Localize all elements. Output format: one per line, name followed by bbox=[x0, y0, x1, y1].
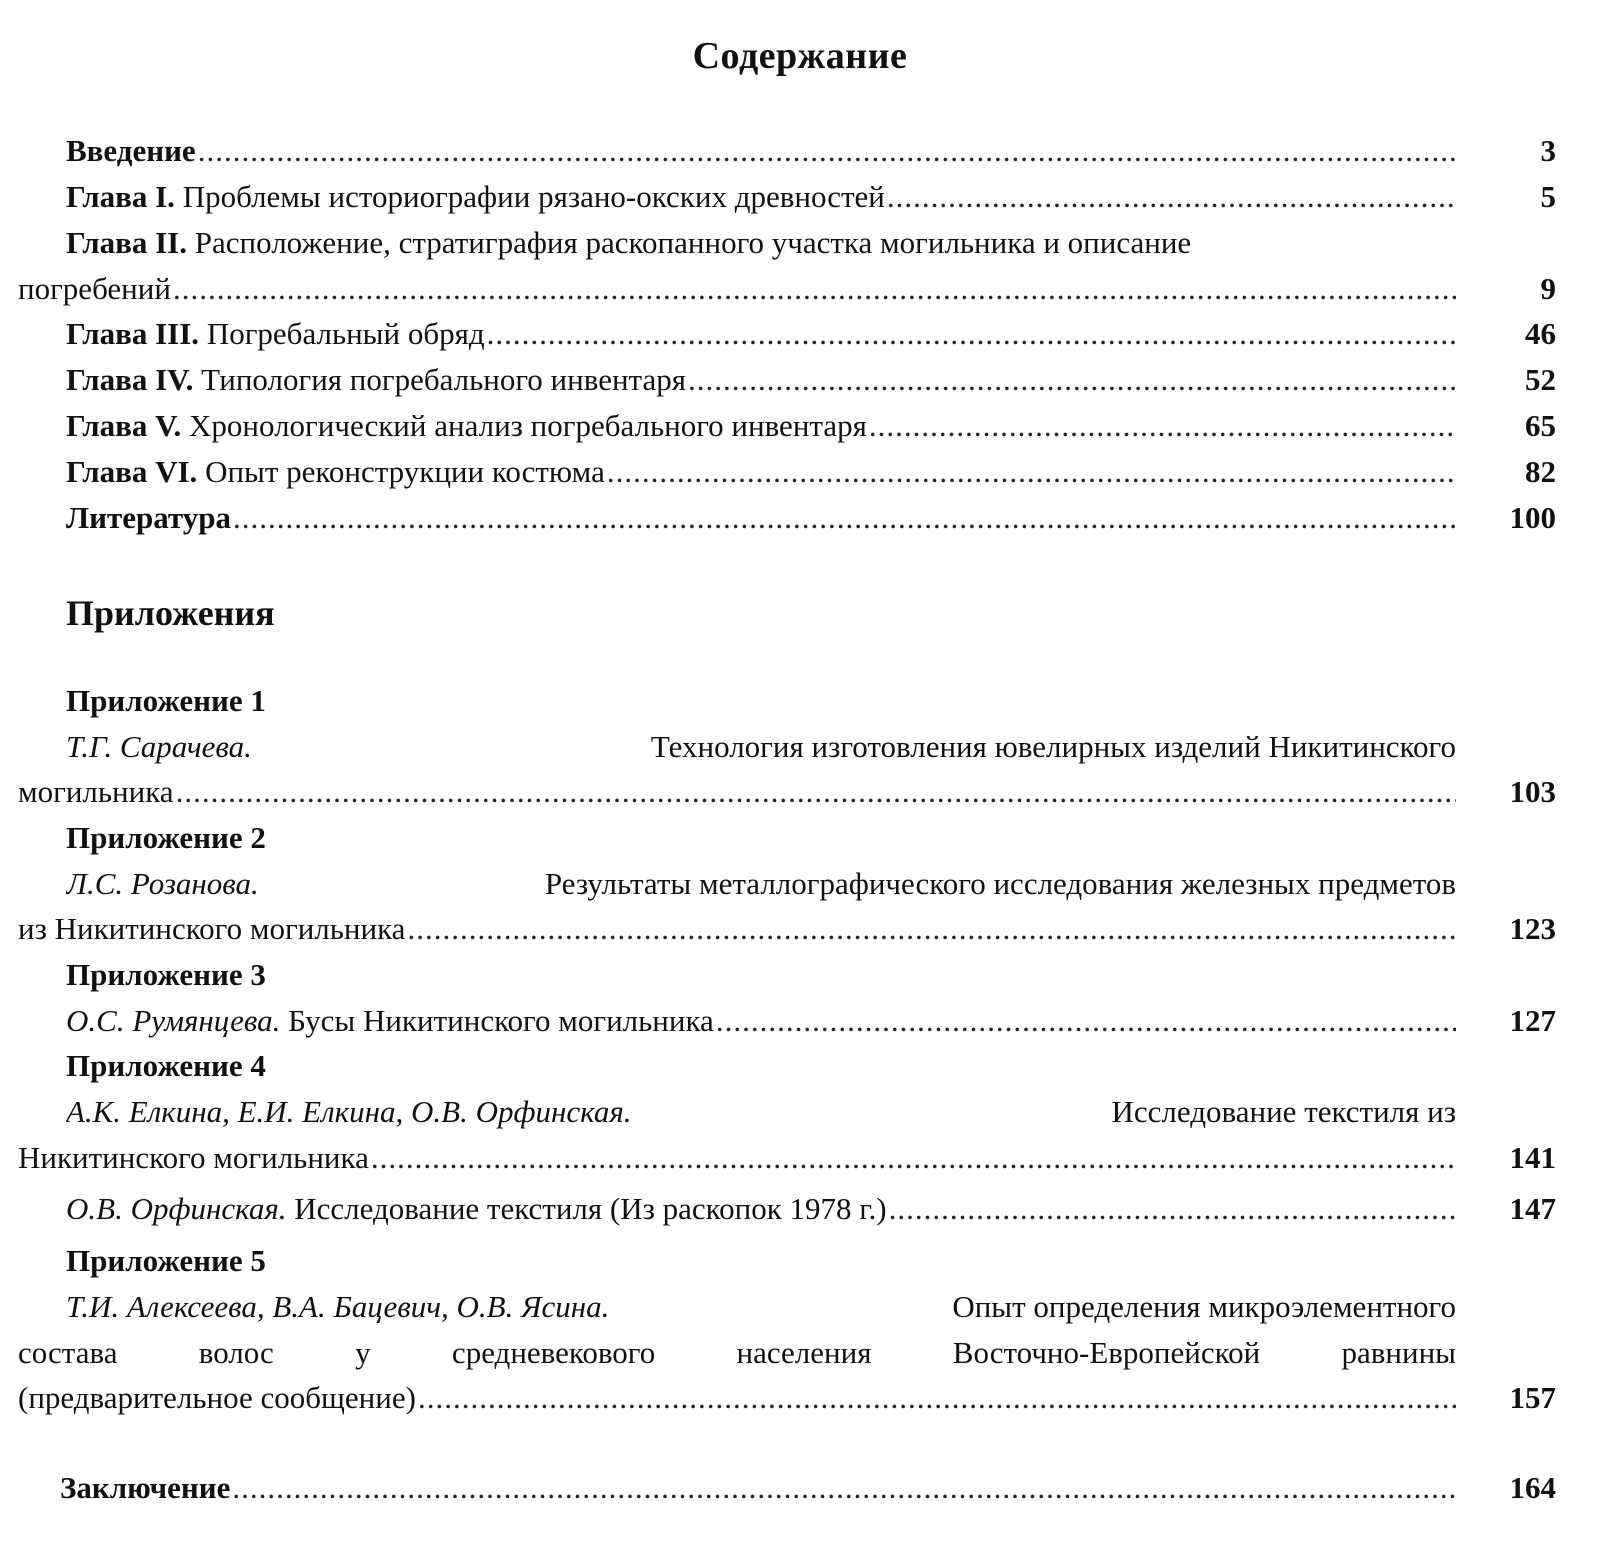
toc-page-number: 9 bbox=[1540, 271, 1556, 306]
appendix-text: (предварительное сообщение) bbox=[18, 1380, 416, 1415]
toc-page-number: 100 bbox=[1509, 500, 1556, 535]
toc-label: Литература bbox=[66, 500, 231, 535]
leader-dots bbox=[407, 908, 1456, 950]
toc-text: Погребальный обряд bbox=[199, 316, 485, 351]
toc-label: Глава V. bbox=[66, 408, 182, 443]
toc-label: Глава I. bbox=[66, 179, 175, 214]
leader-dots bbox=[418, 1377, 1456, 1419]
appendix-3-entry[interactable] bbox=[66, 1000, 1456, 1042]
appendix-heading-3: Приложение 3 bbox=[66, 957, 266, 992]
leader-dots bbox=[176, 771, 1456, 813]
leader-dots bbox=[688, 359, 1456, 401]
toc-label: Глава VI. bbox=[66, 454, 198, 489]
appendix-author: Т.И. Алексеева, В.А. Бацевич, О.В. Ясина. bbox=[66, 1289, 610, 1324]
toc-page-number: 82 bbox=[1525, 454, 1556, 489]
appendix-text: Исследование текстиля (Из раскопок 1978 г.) bbox=[294, 1191, 887, 1226]
leader-dots bbox=[371, 1137, 1456, 1179]
appendix-text: Опыт определения микроэлементного bbox=[952, 1289, 1456, 1324]
leader-dots bbox=[889, 1188, 1456, 1230]
leader-dots bbox=[232, 1467, 1456, 1509]
appendix-text: из Никитинского могильника bbox=[18, 911, 406, 946]
leader-dots bbox=[716, 1000, 1456, 1042]
toc-page-number: 3 bbox=[1540, 133, 1556, 168]
toc-entry-chapter-1[interactable] bbox=[66, 176, 1456, 218]
toc-page-number: 141 bbox=[1509, 1140, 1556, 1175]
appendix-text: состава волос у средневекового населения Восточно-Европейской равнины bbox=[18, 1335, 1456, 1370]
toc-label: Введение bbox=[66, 133, 196, 168]
toc-entry-chapter-6[interactable] bbox=[66, 451, 1456, 493]
toc-page-number: 52 bbox=[1525, 362, 1556, 397]
toc-entry-chapter-4[interactable] bbox=[66, 359, 1456, 401]
appendix-5-entry-cont[interactable] bbox=[18, 1377, 1456, 1419]
toc-label: Заключение bbox=[60, 1470, 231, 1505]
leader-dots bbox=[487, 313, 1456, 355]
appendix-heading-2: Приложение 2 bbox=[66, 820, 266, 855]
leader-dots bbox=[173, 268, 1456, 310]
toc-page-number: 123 bbox=[1509, 911, 1556, 946]
appendix-author: Т.Г. Сарачева. bbox=[66, 729, 252, 764]
toc-text: Типология погребального инвентаря bbox=[193, 362, 686, 397]
appendix-text: Бусы Никитинского могильника bbox=[288, 1003, 714, 1038]
toc-page-number: 147 bbox=[1509, 1191, 1556, 1226]
appendix-text: Результаты металлографического исследования железных предметов bbox=[544, 866, 1456, 901]
appendix-author: Л.С. Розанова. bbox=[66, 866, 259, 901]
appendix-author: О.С. Румянцева. bbox=[66, 1003, 281, 1038]
toc-page-number: 46 bbox=[1525, 316, 1556, 351]
leader-dots bbox=[198, 130, 1456, 172]
appendix-5-entry-line2[interactable] bbox=[18, 1332, 1456, 1374]
appendix-author: А.К. Елкина, Е.И. Елкина, О.В. Орфинская. bbox=[66, 1094, 632, 1129]
appendix-text: Технология изготовления ювелирных изделий Никитинского bbox=[650, 729, 1456, 764]
page-title: Содержание bbox=[692, 35, 908, 77]
appendix-2-entry-cont[interactable] bbox=[18, 908, 1456, 950]
appendix-heading-5: Приложение 5 bbox=[66, 1243, 266, 1278]
appendix-heading-4: Приложение 4 bbox=[66, 1048, 266, 1083]
appendices-title: Приложения bbox=[66, 593, 275, 633]
toc-entry-literature[interactable] bbox=[66, 497, 1456, 539]
toc-page-number: 157 bbox=[1509, 1380, 1556, 1415]
appendix-5-entry[interactable] bbox=[66, 1286, 1456, 1328]
appendix-author: О.В. Орфинская. bbox=[66, 1191, 287, 1226]
toc-entry-chapter-3[interactable] bbox=[66, 313, 1456, 355]
toc-text: Проблемы историографии рязано-окских древностей bbox=[174, 179, 885, 214]
appendix-text: Исследование текстиля из bbox=[1111, 1094, 1456, 1129]
leader-dots bbox=[869, 405, 1456, 447]
appendix-text: могильника bbox=[18, 774, 174, 809]
toc-page-number: 127 bbox=[1509, 1003, 1556, 1038]
toc-label: Глава IV. bbox=[66, 362, 194, 397]
leader-dots bbox=[607, 451, 1456, 493]
toc-entry-chapter-5[interactable] bbox=[66, 405, 1456, 447]
toc-page-number: 5 bbox=[1540, 179, 1556, 214]
appendix-4-entry[interactable] bbox=[66, 1091, 1456, 1133]
toc-entry-conclusion[interactable] bbox=[60, 1467, 1456, 1509]
appendix-2-entry[interactable] bbox=[66, 863, 1456, 905]
toc-text: Хронологический анализ погребального инвентаря bbox=[181, 408, 867, 443]
toc-text: Расположение, стратиграфия раскопанного участка могильника и описание bbox=[187, 225, 1192, 260]
toc-page-number: 65 bbox=[1525, 408, 1556, 443]
toc-entry-intro[interactable] bbox=[66, 130, 1456, 172]
appendix-1-entry[interactable] bbox=[66, 726, 1456, 768]
appendix-text: Никитинского могильника bbox=[18, 1140, 369, 1175]
toc-text: Опыт реконструкции костюма bbox=[197, 454, 605, 489]
appendix-1-entry-cont[interactable] bbox=[18, 771, 1456, 813]
leader-dots bbox=[233, 497, 1456, 539]
leader-dots bbox=[887, 176, 1456, 218]
toc-text: погребений bbox=[18, 271, 171, 306]
toc-page-number: 164 bbox=[1509, 1470, 1556, 1505]
appendix-4-entry-cont[interactable] bbox=[18, 1137, 1456, 1179]
toc-page-number: 103 bbox=[1509, 774, 1556, 809]
toc-label: Глава II. bbox=[66, 225, 187, 260]
appendix-heading-1: Приложение 1 bbox=[66, 683, 266, 718]
appendix-4-entry-2[interactable] bbox=[66, 1188, 1456, 1230]
toc-label: Глава III. bbox=[66, 316, 200, 351]
toc-entry-chapter-2-cont[interactable] bbox=[18, 268, 1456, 310]
toc-entry-chapter-2[interactable] bbox=[66, 222, 1456, 264]
